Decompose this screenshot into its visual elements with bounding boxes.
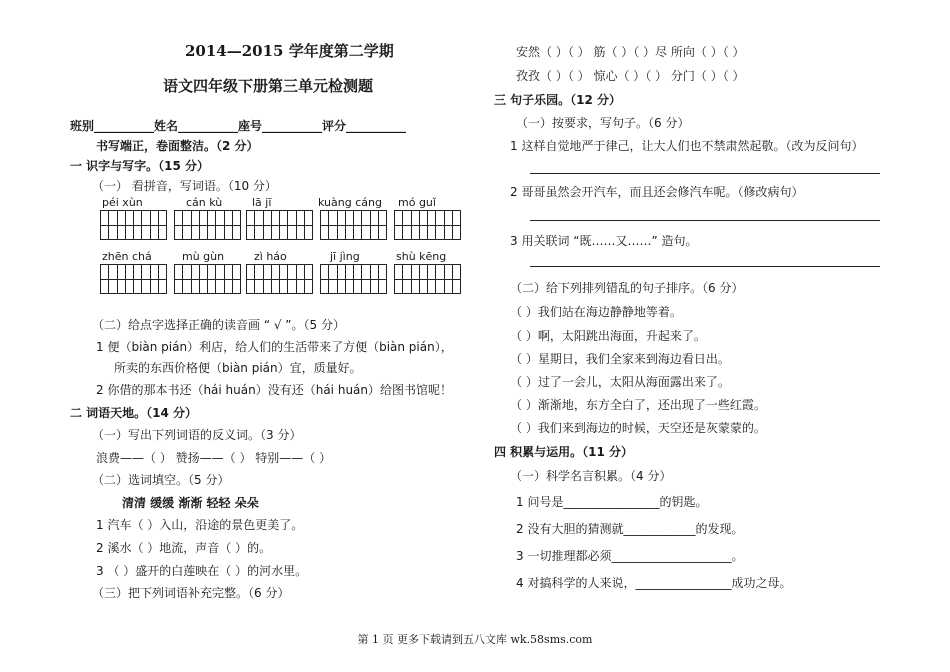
writing-grid[interactable] xyxy=(320,210,387,240)
order-item: （ ）渐渐地，东方全白了，还出现了一些红霞。 xyxy=(510,398,766,412)
quote-q2: 2 没有大胆的猜测就____________的发现。 xyxy=(516,522,744,536)
writing-grid[interactable] xyxy=(174,210,241,240)
exam-title: 语文四年级下册第三单元检测题 xyxy=(163,77,374,95)
section-2-part-1: （一）写出下列词语的反义词。（3 分） xyxy=(92,428,302,442)
pinyin-label: mó guǐ xyxy=(398,196,436,209)
fill-q1: 1 汽车（ ）入山，沿途的景色更美了。 xyxy=(96,518,304,532)
answer-line[interactable] xyxy=(530,266,880,267)
order-item: （ ）过了一会儿，太阳从海面露出来了。 xyxy=(510,375,730,389)
section-3-part-1: （一）按要求，写句子。（6 分） xyxy=(516,116,690,130)
pinyin-label: shù kēng xyxy=(396,250,447,263)
order-item: （ ）啊，太阳跳出海面，升起来了。 xyxy=(510,329,706,343)
pronunciation-q1-line1: 1 便（biàn pián）利店，给人们的生活带来了方便（biàn pián）， xyxy=(96,340,453,354)
pinyin-label: mù gùn xyxy=(182,250,225,263)
writing-grid[interactable] xyxy=(394,210,461,240)
pinyin-label: jī jìng xyxy=(330,250,360,263)
section-1-heading: 一 识字与写字。（15 分） xyxy=(70,159,210,173)
section-2-heading: 二 词语天地。（14 分） xyxy=(70,406,198,420)
exam-year-title: 2014—2015 学年度第二学期 xyxy=(185,42,394,60)
fill-q3: 3 （ ）盛开的白莲映在（ ）的河水里。 xyxy=(96,564,308,578)
pinyin-label: zhēn chá xyxy=(102,250,152,263)
section-1-part-1: （一） 看拼音，写词语。（10 分） xyxy=(92,179,277,193)
student-info-line: 班别__________姓名__________座号__________评分__________ xyxy=(70,119,407,133)
pinyin-label: cán kù xyxy=(186,196,223,209)
page-footer: 第 1 页 更多下载请到五八文库 wk.58sms.com xyxy=(357,633,593,646)
quote-q1: 1 问号是________________的钥匙。 xyxy=(516,495,708,509)
idiom-row-2: 孜孜（ ）（ ） 惊心（ ）（ ） 分门（ ）（ ） xyxy=(516,69,745,83)
section-4-part-1: （一）科学名言积累。（4 分） xyxy=(510,469,672,483)
word-bank: 清清 缓缓 渐渐 轻轻 朵朵 xyxy=(122,496,259,510)
order-item: （ ）我们站在海边静静地等着。 xyxy=(510,305,682,319)
quote-q4: 4 对搞科学的人来说，________________成功之母。 xyxy=(516,576,792,590)
pinyin-label: zì háo xyxy=(254,250,287,263)
sentence-q3: 3 用关联词 “既……又……” 造句。 xyxy=(510,234,698,248)
answer-line[interactable] xyxy=(530,173,880,174)
section-3-heading: 三 句子乐园。（12 分） xyxy=(494,93,622,107)
writing-grid[interactable] xyxy=(174,264,241,294)
pinyin-label: lā jī xyxy=(252,196,272,209)
idiom-row-1: 安然（ ）（ ） 筋（ ）（ ）尽 所向（ ）（ ） xyxy=(516,45,745,59)
quote-q3: 3 一切推理都必须____________________。 xyxy=(516,549,744,563)
order-item: （ ）我们来到海边的时候，天空还是灰蒙蒙的。 xyxy=(510,421,766,435)
fill-q2: 2 溪水（ ）地流，声音（ ）的。 xyxy=(96,541,272,555)
answer-line[interactable] xyxy=(530,220,880,221)
section-2-part-3: （三）把下列词语补充完整。（6 分） xyxy=(92,586,290,600)
order-item: （ ）星期日，我们全家来到海边看日出。 xyxy=(510,352,730,366)
pinyin-label: péi xùn xyxy=(102,196,143,209)
sentence-q1: 1 这样自觉地严于律己，让大人们也不禁肃然起敬。（改为反问句） xyxy=(510,139,864,153)
antonym-blanks: 浪费——（ ） 赞扬——（ ） 特别——（ ） xyxy=(96,451,332,465)
pronunciation-q2: 2 你借的那本书还（hái huán）没有还（hái huán）给图书馆呢！ xyxy=(96,383,453,397)
sentence-q2: 2 哥哥虽然会开汽车，而且还会修汽车呢。（修改病句） xyxy=(510,185,804,199)
writing-grid[interactable] xyxy=(320,264,387,294)
pronunciation-q1-line2: 所卖的东西价格便（biàn pián）宜，质量好。 xyxy=(114,361,362,375)
neatness-note: 书写端正，卷面整洁。（2 分） xyxy=(96,139,259,153)
writing-grid[interactable] xyxy=(246,264,313,294)
writing-grid[interactable] xyxy=(246,210,313,240)
section-1-part-2: （二）给点字选择正确的读音画 “ √ ”。（5 分） xyxy=(92,318,345,332)
section-3-part-2: （二）给下列排列错乱的句子排序。（6 分） xyxy=(510,281,744,295)
writing-grid[interactable] xyxy=(100,264,167,294)
writing-grid[interactable] xyxy=(394,264,461,294)
pinyin-label: kuàng cáng xyxy=(318,196,382,209)
writing-grid[interactable] xyxy=(100,210,167,240)
section-4-heading: 四 积累与运用。（11 分） xyxy=(494,445,634,459)
section-2-part-2: （二）选词填空。（5 分） xyxy=(92,473,230,487)
